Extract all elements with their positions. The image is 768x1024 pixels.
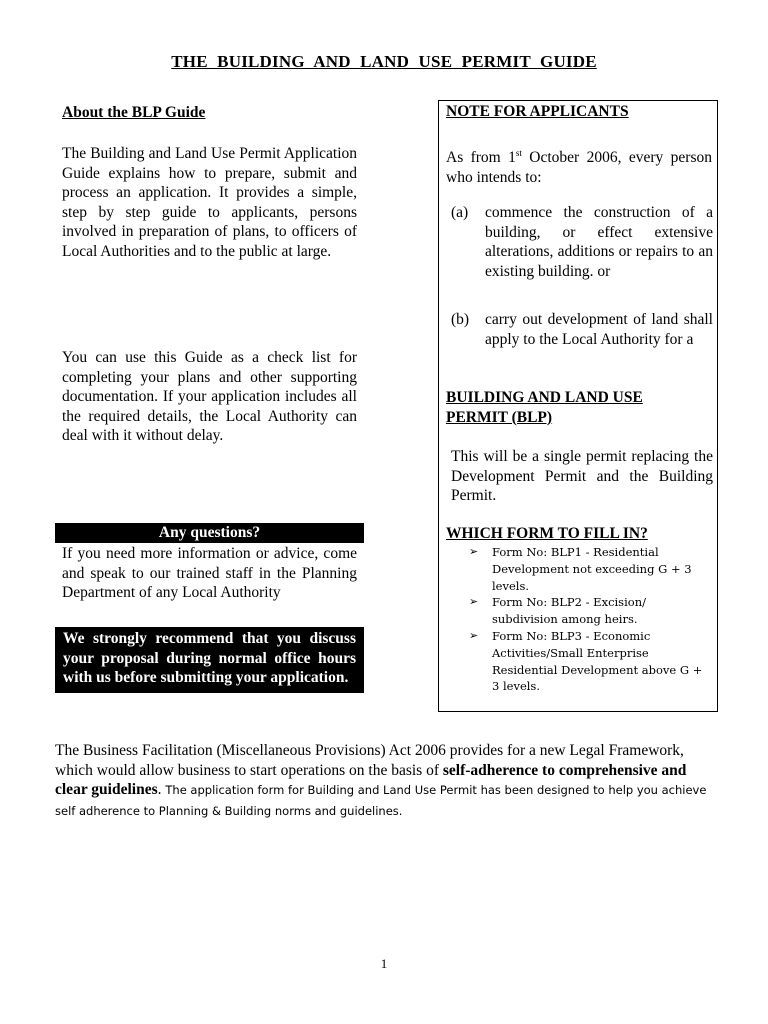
form-heading: WHICH FORM TO FILL IN?: [446, 525, 648, 542]
form-list: [469, 544, 709, 695]
arrow-bullet-icon: ➢: [469, 595, 479, 609]
questions-heading: Any questions?: [55, 523, 364, 543]
footer-text-1: The Business Facilitation (Miscellaneous Provisions) Act 2006 provides for a new Legal Framework, which would allow business to start operations on the basis of: [55, 742, 684, 779]
footer-bold-text: self-adherence to comprehensive and clear guidelines: [55, 761, 687, 798]
blp-description: This will be a single permit replacing the Development Permit and the Building Permit.: [451, 448, 713, 504]
note-for-applicants-box: [438, 100, 718, 712]
note-item-text: commence the construction of a building, or effect extensive alterations, additions or repairs to an existing building. or: [485, 204, 713, 280]
questions-body: If you need more information or advice, come and speak to our trained staff in the Planning Department of any Local Authority: [62, 545, 357, 601]
note-item-text: carry out development of land shall apply to the Local Authority for a: [485, 311, 713, 348]
list-item: [469, 628, 709, 695]
page-number: 1: [380, 956, 388, 971]
footer-text-2: .: [157, 781, 166, 798]
footer-paragraph: [55, 741, 715, 821]
page-title: THE BUILDING AND LAND USE PERMIT GUIDE: [171, 52, 597, 71]
note-item-label: (b): [451, 311, 470, 328]
blp-heading: BUILDING AND LAND USE PERMIT (BLP): [446, 389, 643, 426]
form-item-text: Form No: BLP3 - Economic Activities/Small Enterprise Residential Development above G + 3 levels.: [492, 628, 703, 694]
note-intro-post: October 2006, every person who intends to:: [446, 149, 712, 186]
note-item-a: [451, 203, 713, 281]
note-item-label: (a): [451, 204, 469, 221]
list-item: [469, 544, 709, 594]
note-intro-sup: st: [515, 148, 522, 158]
note-heading: NOTE FOR APPLICANTS: [446, 103, 629, 120]
form-item-text: Form No: BLP2 - Excision/ subdivision among heirs.: [492, 595, 646, 627]
form-item-text: Form No: BLP1 - Residential Development not exceeding G + 3 levels.: [492, 545, 692, 593]
list-item: [469, 594, 709, 628]
about-heading: About the BLP Guide: [62, 104, 206, 121]
note-item-b: [451, 310, 713, 349]
footer-small-text: The application form for Building and Land Use Permit has been designed to help you achieve self adherence to Planning & Building norms and guidelines.: [55, 783, 707, 818]
arrow-bullet-icon: ➢: [469, 545, 479, 558]
recommend-box: We strongly recommend that you discuss your proposal during normal office hours with us before submitting your application.: [55, 627, 364, 693]
note-intro: [446, 144, 712, 187]
about-paragraph-2: You can use this Guide as a check list for completing your plans and other supporting documentation. If your application includes all the required details, the Local Authority can deal with it without delay.: [62, 349, 357, 444]
arrow-bullet-icon: ➢: [469, 628, 479, 642]
about-paragraph-1: The Building and Land Use Permit Application Guide explains how to prepare, submit and process an application. It provides a simple, step by step guide to applicants, persons involved in preparation of plans, to officers of Local Authorities and to the public at large.: [62, 145, 357, 260]
note-intro-pre: As from 1: [446, 149, 516, 167]
